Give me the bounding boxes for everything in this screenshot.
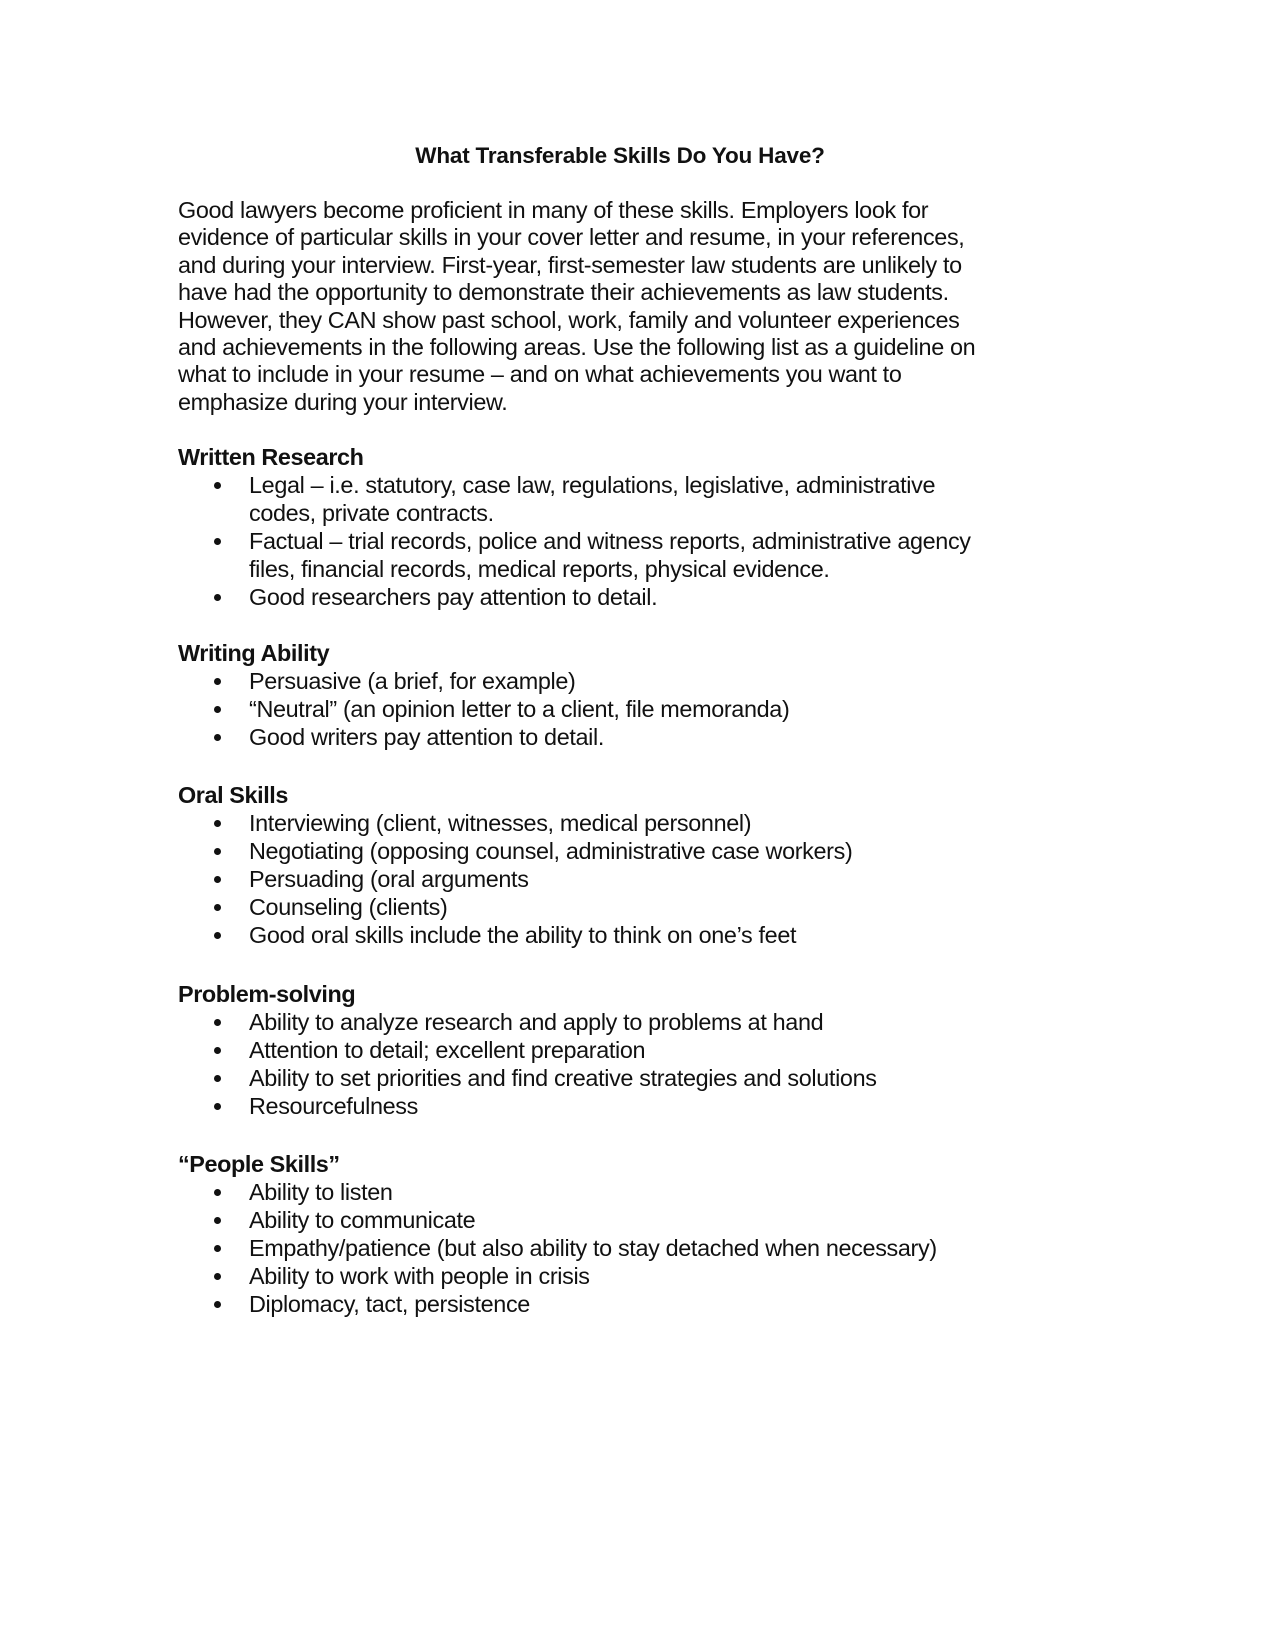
list-item	[178, 1290, 1078, 1318]
bullet-icon	[214, 1103, 221, 1110]
intro-line: evidence of particular skills in your cover letter and resume, in your references,	[178, 224, 965, 251]
list-item	[178, 1178, 1078, 1206]
bullet-icon	[214, 1245, 221, 1252]
bullet-icon	[214, 482, 221, 489]
bullet-list	[178, 809, 1078, 949]
intro-line: what to include in your resume – and on what achievements you want to	[178, 361, 902, 388]
bullet-list	[178, 1008, 1078, 1120]
intro-line: However, they CAN show past school, work, family and volunteer experiences	[178, 306, 960, 333]
section-written-research	[178, 443, 1078, 611]
list-item	[178, 1234, 1078, 1262]
list-item-text: Good oral skills include the ability to think on one’s feet	[249, 922, 797, 948]
list-item	[178, 921, 1078, 949]
intro-line: emphasize during your interview.	[178, 388, 508, 415]
bullet-list	[178, 1178, 1078, 1318]
document-title: What Transferable Skills Do You Have?	[415, 143, 825, 168]
bullet-icon	[214, 820, 221, 827]
intro-line: and during your interview. First-year, first-semester law students are unlikely to	[178, 251, 962, 278]
list-item	[178, 695, 1078, 723]
list-item	[178, 837, 1078, 865]
list-item-text: Ability to listen	[249, 1179, 393, 1205]
list-item-text: Attention to detail; excellent preparation	[249, 1037, 646, 1063]
bullet-icon	[214, 876, 221, 883]
list-item-text: Interviewing (client, witnesses, medical personnel)	[249, 810, 752, 836]
list-item	[178, 1008, 1078, 1036]
section-heading: “People Skills”	[178, 1151, 340, 1177]
list-item	[178, 1036, 1078, 1064]
section-heading: Oral Skills	[178, 782, 289, 808]
bullet-icon	[214, 904, 221, 911]
bullet-icon	[214, 848, 221, 855]
list-item	[178, 809, 1078, 837]
bullet-icon	[214, 1301, 221, 1308]
bullet-icon	[214, 706, 221, 713]
list-item	[178, 1092, 1078, 1120]
list-item-text: Empathy/patience (but also ability to stay detached when necessary)	[249, 1235, 937, 1261]
list-item-text: Persuasive (a brief, for example)	[249, 668, 576, 694]
intro-line: have had the opportunity to demonstrate their achievements as law students.	[178, 279, 949, 306]
list-item-text: Diplomacy, tact, persistence	[249, 1291, 530, 1317]
section-problem-solving	[178, 980, 1078, 1120]
list-item	[178, 893, 1078, 921]
section-heading: Written Research	[178, 444, 364, 470]
list-item-text: Ability to set priorities and find creative strategies and solutions	[249, 1065, 877, 1091]
list-item-text: Factual – trial records, police and witness reports, administrative agency	[249, 528, 971, 554]
bullet-icon	[214, 594, 221, 601]
bullet-icon	[214, 1075, 221, 1082]
list-item-text: Resourcefulness	[249, 1093, 418, 1119]
list-item-text: files, financial records, medical reports, physical evidence.	[249, 556, 830, 582]
bullet-icon	[214, 1273, 221, 1280]
list-item-text: codes, private contracts.	[249, 500, 494, 526]
intro-paragraph	[178, 197, 1058, 416]
section-writing-ability	[178, 639, 1078, 751]
list-item	[178, 583, 1078, 611]
list-item	[178, 1262, 1078, 1290]
bullet-icon	[214, 1217, 221, 1224]
section-oral-skills	[178, 781, 1078, 949]
intro-line: Good lawyers become proficient in many of these skills. Employers look for	[178, 197, 929, 223]
list-item	[178, 865, 1078, 893]
list-item-text: Persuading (oral arguments	[249, 866, 529, 892]
section-heading: Writing Ability	[178, 640, 330, 666]
list-item-text: Legal – i.e. statutory, case law, regulations, legislative, administrative	[249, 472, 936, 498]
list-item-text: Good writers pay attention to detail.	[249, 724, 605, 750]
list-item-text: Good researchers pay attention to detail.	[249, 584, 658, 610]
bullet-list	[178, 667, 1078, 751]
bullet-icon	[214, 678, 221, 685]
list-item	[178, 1064, 1078, 1092]
list-item	[178, 723, 1078, 751]
bullet-icon	[214, 1019, 221, 1026]
section-heading: Problem-solving	[178, 981, 356, 1007]
list-item-text: Counseling (clients)	[249, 894, 448, 920]
intro-line: and achievements in the following areas. Use the following list as a guideline on	[178, 334, 976, 361]
bullet-icon	[214, 932, 221, 939]
bullet-icon	[214, 734, 221, 741]
section-people-skills	[178, 1150, 1078, 1318]
bullet-list	[178, 471, 1078, 611]
bullet-icon	[214, 1189, 221, 1196]
list-item	[178, 667, 1078, 695]
list-item	[178, 471, 1078, 527]
list-item-text: Ability to analyze research and apply to problems at hand	[249, 1009, 824, 1035]
list-item-text: Ability to communicate	[249, 1207, 476, 1233]
list-item-text: Ability to work with people in crisis	[249, 1263, 590, 1289]
bullet-icon	[214, 538, 221, 545]
list-item-text: “Neutral” (an opinion letter to a client, file memoranda)	[249, 696, 790, 722]
list-item-text: Negotiating (opposing counsel, administrative case workers)	[249, 838, 853, 864]
list-item	[178, 527, 1078, 583]
bullet-icon	[214, 1047, 221, 1054]
list-item	[178, 1206, 1078, 1234]
